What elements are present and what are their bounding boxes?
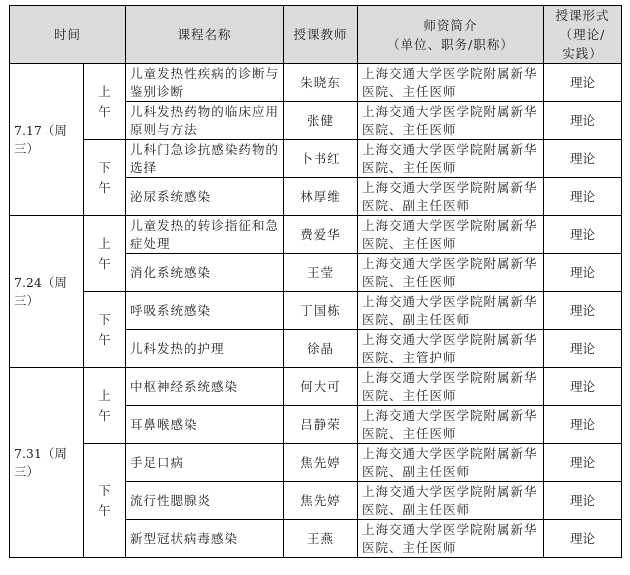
header-time: 时间 <box>10 6 126 64</box>
date-cell: 7.24（周三） <box>10 216 84 368</box>
period-label: 上午 <box>98 387 111 423</box>
period-label: 下午 <box>98 311 111 347</box>
teacher-name: 徐晶 <box>284 330 358 368</box>
teacher-name: 卜书红 <box>284 140 358 178</box>
teacher-name: 林厚维 <box>284 178 358 216</box>
table-row <box>10 292 622 330</box>
period-cell <box>84 292 126 368</box>
date-cell: 7.31（周三） <box>10 368 84 558</box>
course-format: 理论 <box>544 216 622 254</box>
header-format-line3: 实践） <box>562 46 603 61</box>
course-name: 手足口病 <box>126 444 284 482</box>
period-label: 下午 <box>98 159 111 195</box>
teacher-profile: 上海交通大学医学院附属新华医院、主管护师 <box>358 330 544 368</box>
teacher-profile: 上海交通大学医学院附属新华医院、主任医师 <box>358 216 544 254</box>
course-name: 呼吸系统感染 <box>126 292 284 330</box>
table-row <box>10 140 622 178</box>
period-cell <box>84 444 126 558</box>
teacher-name: 费爱华 <box>284 216 358 254</box>
teacher-profile: 上海交通大学医学院附属新华医院、副主任医师 <box>358 178 544 216</box>
teacher-profile: 上海交通大学医学院附属新华医院、主任医师 <box>358 64 544 102</box>
teacher-name: 吕静荣 <box>284 406 358 444</box>
header-format-line2: （理论/ <box>559 27 606 42</box>
header-profile-line2: （单位、职务/职称） <box>387 36 514 52</box>
course-format: 理论 <box>544 406 622 444</box>
table-row <box>10 368 622 406</box>
header-row <box>10 6 622 64</box>
course-format: 理论 <box>544 178 622 216</box>
period-cell <box>84 368 126 444</box>
course-format: 理论 <box>544 64 622 102</box>
course-name: 儿童发热性疾病的诊断与鉴别诊断 <box>126 64 284 102</box>
teacher-profile: 上海交通大学医学院附属新华医院、副主任医师 <box>358 482 544 520</box>
header-course: 课程名称 <box>126 6 284 64</box>
period-cell <box>84 64 126 140</box>
period-label: 下午 <box>98 482 111 518</box>
teacher-profile: 上海交通大学医学院附属新华医院、副主任医师 <box>358 444 544 482</box>
course-format: 理论 <box>544 444 622 482</box>
teacher-name: 丁国栋 <box>284 292 358 330</box>
table-row <box>10 216 622 254</box>
course-name: 消化系统感染 <box>126 254 284 292</box>
course-format: 理论 <box>544 482 622 520</box>
table-row <box>10 444 622 482</box>
course-name: 儿科发热药物的临床应用原则与方法 <box>126 102 284 140</box>
course-schedule-table <box>9 5 622 558</box>
teacher-profile: 上海交通大学医学院附属新华医院、主任医师 <box>358 140 544 178</box>
course-name: 儿童发热的转诊指征和急症处理 <box>126 216 284 254</box>
period-label: 上午 <box>98 235 111 271</box>
date-cell: 7.17（周三） <box>10 64 84 216</box>
course-name: 泌尿系统感染 <box>126 178 284 216</box>
period-cell <box>84 216 126 292</box>
header-format-line1: 授课形式 <box>555 8 610 23</box>
header-format <box>544 6 622 64</box>
period-label: 上午 <box>98 83 111 119</box>
course-format: 理论 <box>544 292 622 330</box>
teacher-name: 张健 <box>284 102 358 140</box>
course-format: 理论 <box>544 330 622 368</box>
header-profile <box>358 6 544 64</box>
course-format: 理论 <box>544 254 622 292</box>
teacher-profile: 上海交通大学医学院附属新华医院、主任医师 <box>358 368 544 406</box>
table-header <box>10 6 622 64</box>
teacher-name: 何大可 <box>284 368 358 406</box>
course-format: 理论 <box>544 102 622 140</box>
course-name: 新型冠状病毒感染 <box>126 520 284 558</box>
teacher-name: 朱晓东 <box>284 64 358 102</box>
header-profile-line1: 师资简介 <box>423 17 478 33</box>
table-body <box>10 64 622 558</box>
table-row <box>10 64 622 102</box>
teacher-profile: 上海交通大学医学院附属新华医院、副主任医师 <box>358 292 544 330</box>
course-name: 儿科门急诊抗感染药物的选择 <box>126 140 284 178</box>
course-format: 理论 <box>544 520 622 558</box>
period-cell <box>84 140 126 216</box>
teacher-profile: 上海交通大学医学院附属新华医院、主任医师 <box>358 406 544 444</box>
course-name: 流行性腮腺炎 <box>126 482 284 520</box>
teacher-name: 焦先婷 <box>284 482 358 520</box>
teacher-name: 王莹 <box>284 254 358 292</box>
course-name: 中枢神经系统感染 <box>126 368 284 406</box>
course-name: 耳鼻喉感染 <box>126 406 284 444</box>
course-name: 儿科发热的护理 <box>126 330 284 368</box>
teacher-name: 焦先婷 <box>284 444 358 482</box>
teacher-profile: 上海交通大学医学院附属新华医院、主任医师 <box>358 520 544 558</box>
teacher-profile: 上海交通大学医学院附属新华医院、主任医师 <box>358 254 544 292</box>
teacher-profile: 上海交通大学医学院附属新华医院、主任医师 <box>358 102 544 140</box>
teacher-name: 王燕 <box>284 520 358 558</box>
course-format: 理论 <box>544 368 622 406</box>
header-teacher: 授课教师 <box>284 6 358 64</box>
course-format: 理论 <box>544 140 622 178</box>
